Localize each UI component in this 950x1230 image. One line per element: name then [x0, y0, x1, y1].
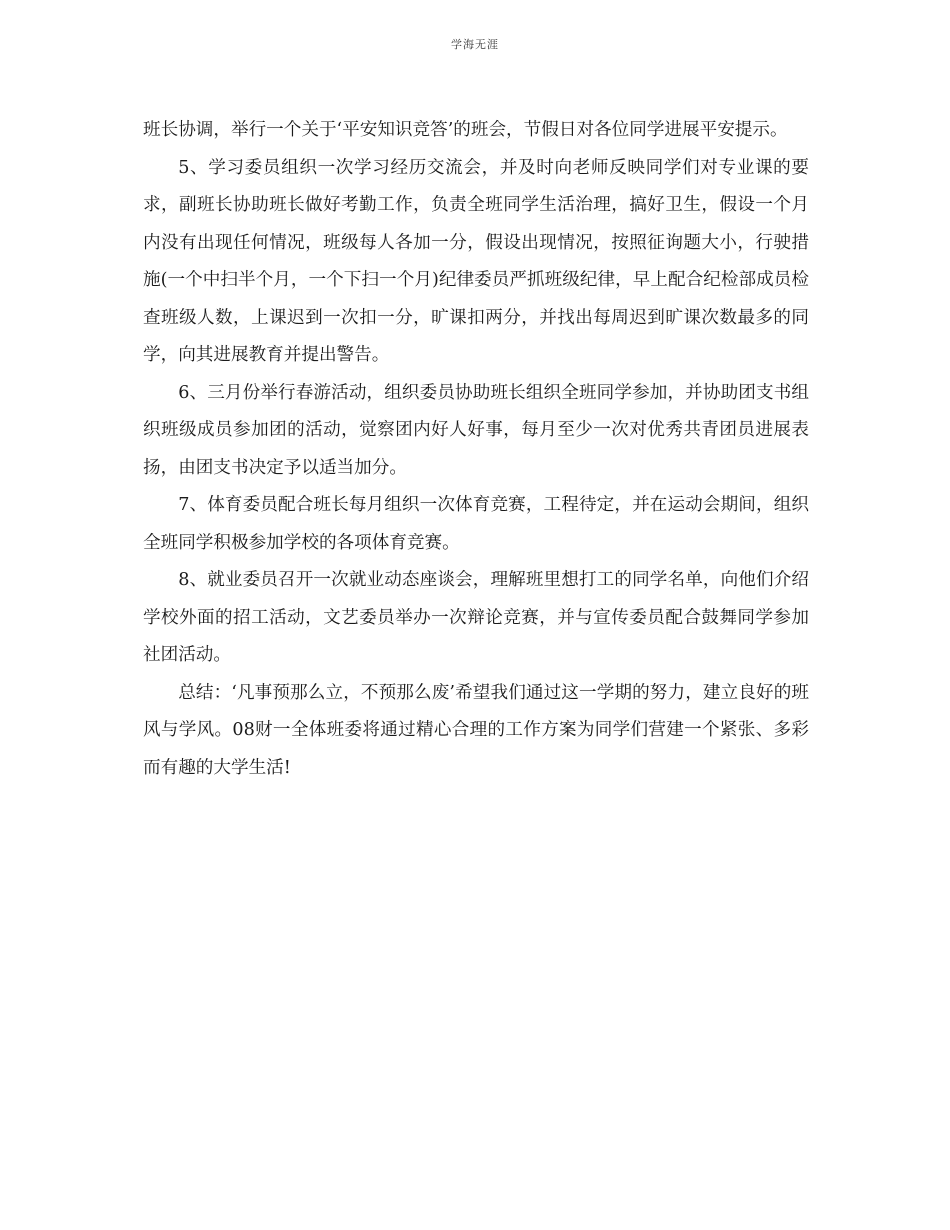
paragraph-item-5: 5、学习委员组织一次学习经历交流会，并及时向老师反映同学们对专业课的要求，副班长协助班长做好考勤工作，负责全班同学生活治理，搞好卫生，假设一个月内没有出现任何情况，班级每人各加一分，假设出现情况，按照征询题大小，行驶措施(一个中扫半个月，一个下扫一个月)纪律委员严抓班级纪律，早上配合纪检部成员检查班级人数，上课迟到一次扣一分，旷课扣两分，并找出每周迟到旷课次数最多的同学，向其进展教育并提出警告。 — [143, 157, 809, 365]
paragraph-item-8: 8、就业委员召开一次就业动态座谈会，理解班里想打工的同学名单，向他们介绍学校外面的招工活动，文艺委员举办一次辩论竞赛，并与宣传委员配合鼓舞同学参加社团活动。 — [143, 570, 809, 665]
page-header: 学海无涯 — [451, 38, 499, 51]
paragraph-continuation: 班长协调，举行一个关于‘平安知识竞答’的班会，节假日对各位同学进展平安提示。 — [143, 120, 788, 140]
paragraph-item-6: 6、三月份举行春游活动，组织委员协助班长组织全班同学参加，并协助团支书组织班级成员参加团的活动，觉察团内好人好事，每月至少一次对优秀共青团员进展表扬，由团支书决定予以适当加分。 — [143, 382, 809, 478]
paragraph-summary: 总结：‘凡事预那么立，不预那么废’希望我们通过这一学期的努力，建立良好的班风与学风。08财一全体班委将通过精心合理的工作方案为同学们营建一个紧张、多彩而有趣的大学生活! — [143, 682, 809, 778]
paragraph-item-7: 7、体育委员配合班长每月组织一次体育竞赛，工程待定，并在运动会期间，组织全班同学积极参加学校的各项体育竞赛。 — [143, 495, 809, 553]
document-body — [143, 112, 809, 787]
